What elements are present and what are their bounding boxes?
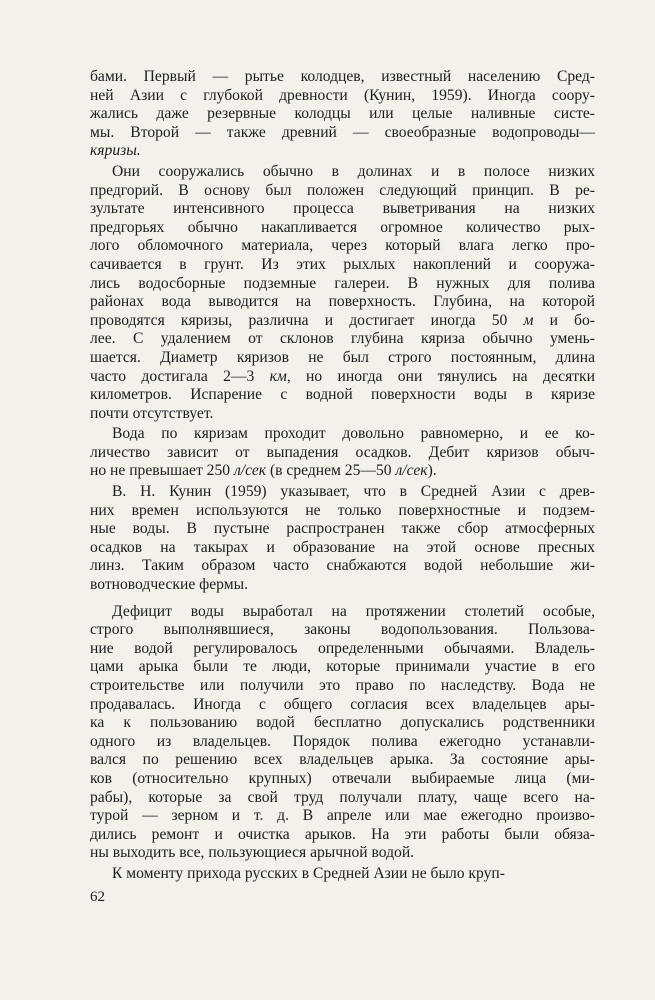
text-line: лись водосборные подземные галереи. В нужных для полива: [90, 274, 595, 292]
text-line: зультате интенсивного процесса выветривания на низких: [90, 200, 595, 218]
text-line: линз. Таким образом часто снабжаются водой небольшие жи-: [90, 557, 595, 575]
text-line: ков (относительно крупных) отвечали выбираемые лица (ми-: [90, 769, 595, 787]
page-number: 62: [90, 889, 105, 905]
text-line: сачивается в грунт. Из этих рыхлых накоплений и сооружа-: [90, 255, 595, 273]
text-line: лее. С удалением от склонов глубина кяриза обычно умень-: [90, 330, 595, 348]
text-line: продавалась. Иногда с общего согласия всех владельцев ары-: [90, 695, 595, 713]
text-line: ные воды. В пустыне распространен также сбор атмосферных: [90, 520, 595, 538]
text-line: ние водой регулировалось определенными обычаями. Владель-: [90, 639, 595, 657]
paragraph: [90, 425, 595, 481]
text-line: личество зависит от выпадения осадков. Дебит кяризов обыч-: [90, 443, 595, 461]
text-line: ней Азии с глубокой древности (Кунин, 1959). Иногда соору-: [90, 86, 595, 104]
text-line: строительстве или получили это право по наследству. Вода не: [90, 677, 595, 694]
text-line: районах вода выводится на поверхность. Глубина, на которой: [90, 293, 595, 311]
text-line: Дефицит воды выработал на протяжении столетий особые,: [112, 602, 595, 620]
text-line: В. Н. Кунин (1959) указывает, что в Средней Азии с древ-: [112, 483, 595, 501]
text-line: цами арыка были те люди, которые принимали участие в его: [90, 658, 595, 676]
text-line: шается. Диаметр кяризов не был строго постоянным, длина: [90, 348, 595, 366]
text-line: них времен используются не только поверхностные и подзем-: [90, 501, 595, 519]
text-line: одного из владельцев. Порядок полива ежегодно устанавли-: [90, 732, 595, 750]
text-line: К моменту прихода русских в Средней Азии не было круп-: [112, 864, 505, 882]
text-line: лого обломочного материала, через который влага легко про-: [90, 237, 595, 255]
paragraph: [90, 483, 595, 595]
text-line: но не превышает 250 л/сек (в среднем 25—50 л/сек).: [90, 462, 437, 480]
page-text: [90, 68, 595, 884]
text-line: рабы), которые за свой труд получали плату, чаще всего на-: [90, 788, 595, 806]
text-line: Они сооружались обычно в долинах и в полосе низких: [112, 162, 595, 180]
text-line: Вода по кяризам проходит довольно равномерно, и ее ко-: [112, 425, 595, 443]
text-line: ны выходить все, пользующиеся арычной водой.: [90, 844, 415, 862]
text-line: кяризы.: [90, 142, 141, 160]
text-line: бами. Первый — рытье колодцев, известный населению Сред-: [90, 68, 595, 85]
text-line: предгорьях обычно накапливается огромное количество рых-: [90, 218, 595, 236]
text-line: жались даже резервные колодцы или целые наливные систе-: [90, 105, 595, 123]
text-line: вался по решению всех владельцев арыка. За состояние ары-: [90, 751, 595, 769]
text-line: осадков на такырах и образование на этой основе пресных: [90, 538, 595, 556]
paragraph: [90, 163, 595, 423]
paragraph: [90, 603, 595, 863]
text-line: ка к пользованию водой бесплатно допускались родственники: [90, 714, 595, 732]
text-line: дились ремонт и очистка арыков. На эти работы были обяза-: [90, 825, 595, 843]
paragraph: [90, 865, 595, 884]
text-line: строго выполнявшиеся, законы водопользования. Пользова-: [90, 621, 595, 639]
text-line: мы. Второй — также древний — своеобразные водопроводы—: [90, 123, 595, 141]
text-line: вотноводческие фермы.: [90, 576, 248, 594]
text-line: часто достигала 2—3 км, но иногда они тянулись на десятки: [90, 367, 595, 385]
text-line: предгорий. В основу был положен следующий принцип. В ре-: [90, 181, 595, 199]
text-line: километров. Испарение с водной поверхности воды в кяризе: [90, 386, 595, 404]
text-line: почти отсутствует.: [90, 404, 214, 422]
text-line: проводятся кяризы, различна и достигает иногда 50 м и бо-: [90, 311, 595, 329]
paragraph: [90, 68, 595, 161]
text-line: турой — зерном и т. д. В апреле или мае ежегодно произво-: [90, 807, 595, 825]
